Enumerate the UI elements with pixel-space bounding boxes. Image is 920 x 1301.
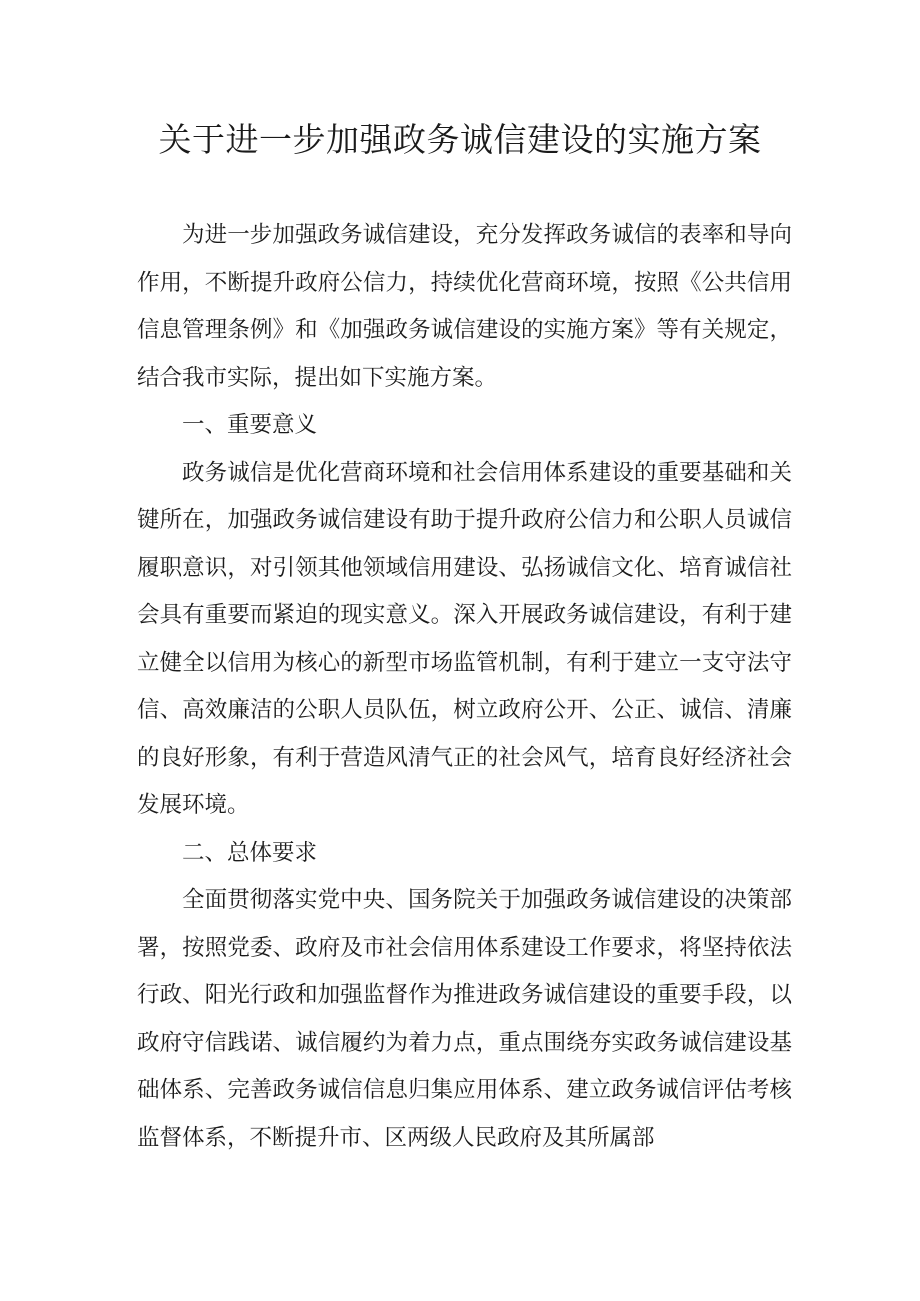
significance-paragraph: 政务诚信是优化营商环境和社会信用体系建设的重要基础和关键所在，加强政务诚信建设有助于提升政府公信力和公职人员诚信履职意识，对引领其他领域信用建设、弘扬诚信文化、培育诚信社会具有重要而紧迫的现实意义。深入开展政务诚信建设，有利于建立健全以信用为核心的新型市场监管机制，有利于建立一支守法守信、高效廉洁的公职人员队伍，树立政府公开、公正、诚信、清廉的良好形象，有利于营造风清气正的社会风气，培育良好经济社会发展环境。 <box>137 459 792 818</box>
document-body <box>137 212 792 1162</box>
intro-paragraph: 为进一步加强政务诚信建设，充分发挥政务诚信的表率和导向作用，不断提升政府公信力，持续优化营商环境，按照《公共信用信息管理条例》和《加强政务诚信建设的实施方案》等有关规定，结合我市实际，提出如下实施方案。 <box>137 222 792 391</box>
section-heading-requirements: 二、总体要求 <box>182 839 318 866</box>
requirements-paragraph: 全面贯彻落实党中央、国务院关于加强政务诚信建设的决策部署，按照党委、政府及市社会信用体系建设工作要求，将坚持依法行政、阳光行政和加强监督作为推进政务诚信建设的重要手段，以政府守信践诺、诚信履约为着力点，重点围绕夯实政务诚信建设基础体系、完善政务诚信信息归集应用体系、建立政务诚信评估考核监督体系，不断提升市、区两级人民政府及其所属部 <box>137 887 792 1151</box>
document-title: 关于进一步加强政务诚信建设的实施方案 <box>158 120 762 159</box>
section-heading-significance: 一、重要意义 <box>182 412 318 438</box>
